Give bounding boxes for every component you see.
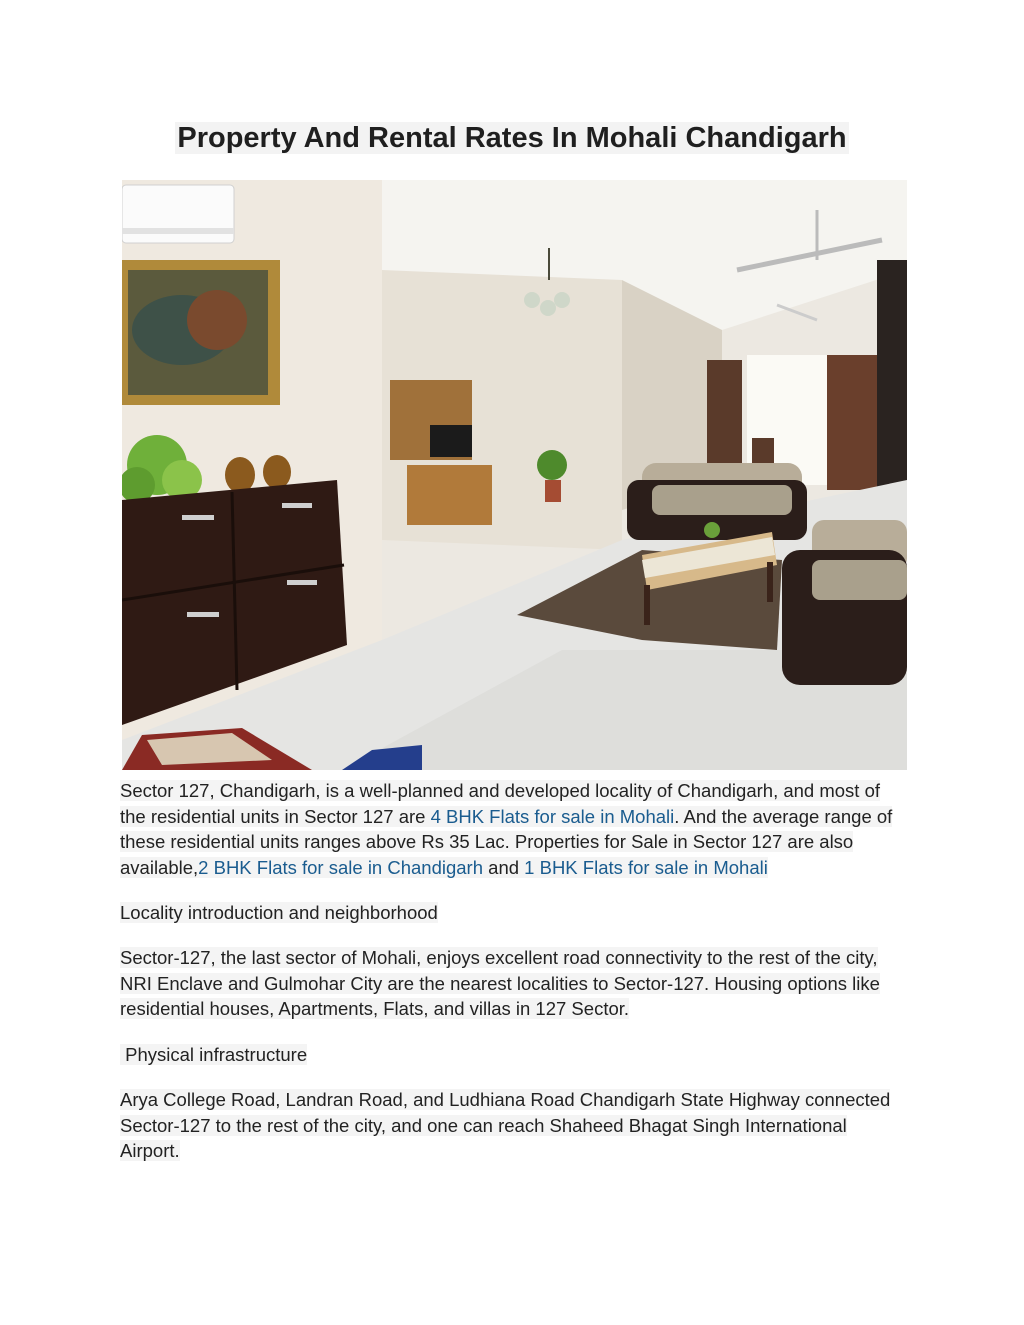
living-room-photo [122,180,907,770]
intro-paragraph [120,778,900,880]
page-title-text: Property And Rental Rates In Mohali Chandigarh [177,122,847,154]
intro-text-c: and [483,856,525,878]
intro-text-b: . And the average range of these residential units ranges above Rs 35 Lac. Properties for Sale in Sector 127 are also available, [120,805,893,878]
infrastructure-paragraph-text: Arya College Road, Landran Road, and Ludhiana Road Chandigarh State Highway connected Sector-127 to the rest of the city, and one can reach Shaheed Bhagat Singh International Airport. [120,1089,891,1161]
locality-heading [120,900,900,926]
link-2bhk-chandigarh[interactable]: 2 BHK Flats for sale in Chandigarh [198,856,484,878]
infrastructure-paragraph [120,1087,900,1164]
intro-text-a: Sector 127, Chandigarh, is a well-planned and developed locality of Chandigarh, and most of the residential units in Sector 127 are [120,780,881,827]
link-1bhk-mohali[interactable]: 1 BHK Flats for sale in Mohali [524,856,768,878]
page-title [0,118,1024,158]
locality-heading-text: Locality introduction and neighborhood [120,902,438,923]
infrastructure-heading [120,1042,900,1068]
link-4bhk-mohali[interactable]: 4 BHK Flats for sale in Mohali [430,805,675,827]
infrastructure-heading-text: Physical infrastructure [120,1044,308,1065]
locality-paragraph [120,945,900,1022]
locality-paragraph-text: Sector-127, the last sector of Mohali, enjoys excellent road connectivity to the rest of the city, NRI Enclave and Gulmohar City are the nearest localities to Sector-127. Housing options like residential houses, Apartments, Flats, and villas in 127 Sector. [120,947,880,1019]
